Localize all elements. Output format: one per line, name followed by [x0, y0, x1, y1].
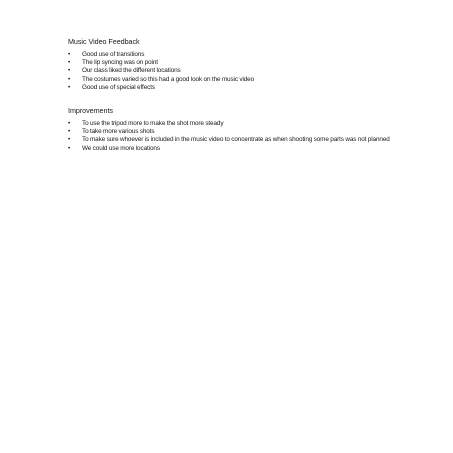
feedback-heading: Music Video Feedback	[68, 37, 140, 46]
list-item	[68, 120, 408, 128]
improvements-list	[68, 120, 408, 153]
bullet-icon: •	[68, 75, 71, 83]
list-item-text: The costumes varied so this had a good look on the music video	[82, 75, 255, 83]
list-item-text: Good use of special effects	[82, 83, 155, 91]
bullet-icon: •	[68, 128, 71, 136]
list-item	[68, 67, 408, 75]
improvements-heading: Improvements	[68, 106, 113, 115]
feedback-list	[68, 51, 408, 92]
list-item-text: Good use of transitions	[82, 51, 145, 58]
list-item-text: The lip syncing was on point	[82, 59, 158, 67]
list-item	[68, 51, 408, 59]
list-item-text: To take more various shots	[82, 128, 155, 136]
list-item	[68, 76, 408, 84]
bullet-icon: •	[68, 120, 71, 127]
list-item	[68, 145, 408, 153]
list-item-text: Our class liked the different locations	[82, 67, 181, 75]
feedback-section	[68, 37, 408, 92]
list-item-text: We could use more locations	[82, 144, 160, 152]
bullet-icon: •	[68, 67, 71, 75]
improvements-section	[68, 106, 408, 153]
bullet-icon: •	[68, 51, 71, 58]
bullet-icon: •	[68, 59, 71, 67]
list-item-text: To make sure whoever is included in the music video to concentrate as when shooting some parts was not planned	[82, 136, 390, 144]
bullet-icon: •	[68, 83, 71, 91]
list-item	[68, 128, 408, 136]
bullet-icon: •	[68, 136, 71, 144]
list-item	[68, 84, 408, 92]
bullet-icon: •	[68, 144, 71, 152]
list-item	[68, 136, 408, 144]
list-item	[68, 59, 408, 67]
list-item-text: To use the tripod more to make the shot more steady	[82, 120, 224, 127]
